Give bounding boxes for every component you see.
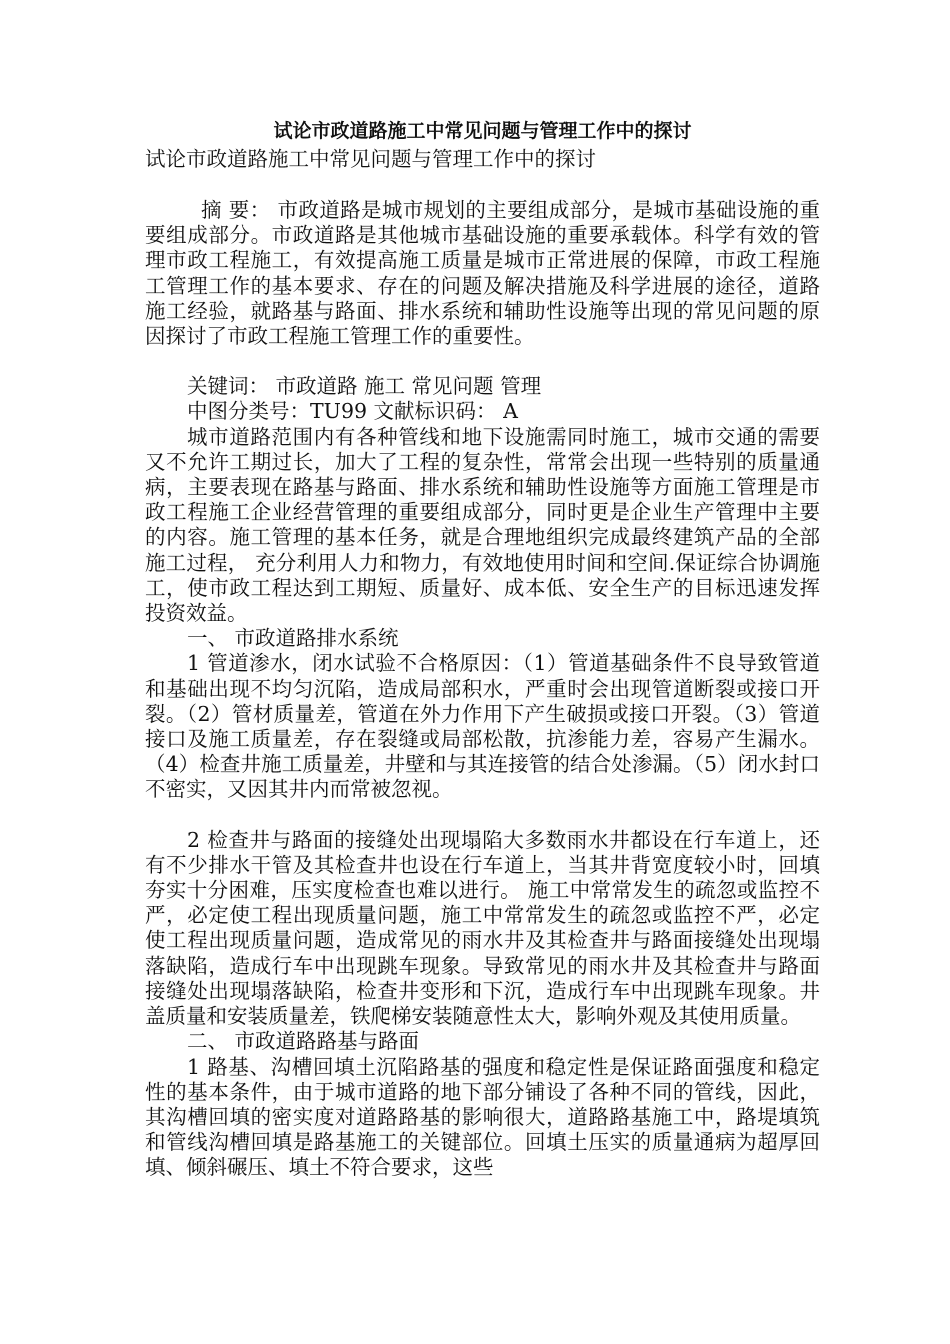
classification-line: 中图分类号：TU99 文献标识码： A <box>187 399 518 424</box>
abstract-label: 摘 要： <box>201 198 271 222</box>
blank-line <box>145 803 820 828</box>
section1-paragraph-1: 1 管道渗水，闭水试验不合格原因：（1）管道基础条件不良导致管道和基础出现不均匀沉陷，造成局部积水，严重时会出现管道断裂或接口开裂。（2）管材质量差，管道在外力作用下产生破损或接口开裂。（3）管道接口及施工质量差，存在裂缝或局部松散，抗渗能力差，容易产生漏水。（4）检查井施工质量差，井壁和与其连接管的结合处渗漏。（5）闭水封口不密实，又因其井内而常被忽视。 <box>145 651 820 802</box>
document-title: 试论市政道路施工中常见问题与管理工作中的探讨 <box>273 120 692 142</box>
abstract-paragraph <box>145 198 820 349</box>
document-subtitle: 试论市政道路施工中常见问题与管理工作中的探讨 <box>145 147 596 171</box>
intro-paragraph: 城市道路范围内有各种管线和地下设施需同时施工，城市交通的需要又不允许工期过长，加大了工程的复杂性，常常会出现一些特别的质量通病，主要表现在路基与路面、排水系统和辅助性设施等方面施工管理是市政工程施工企业经营管理的重要组成部分，同时更是企业生产管理中主要的内容。施工管理的基本任务，就是合理地组织完成最终建筑产品的全部施工过程， 充分利用人力和物力，有效地使用时间和空间.保证综合协调施工，使市政工程达到工期短、质量好、成本低、安全生产的目标迅速发挥投资效益。 <box>145 424 820 626</box>
section2-paragraph-1: 1 路基、沟槽回填土沉陷路基的强度和稳定性是保证路面强度和稳定性的基本条件，由于城市道路的地下部分铺设了各种不同的管线，因此，其沟槽回填的密实度对道路路基的影响很大，道路路基施工中，路堤填筑和管线沟槽回填是路基施工的关键部位。回填土压实的质量通病为超厚回填、倾斜碾压、填土不符合要求，这些 <box>145 1054 820 1180</box>
blank-line <box>145 173 820 198</box>
blank-line <box>145 349 820 374</box>
section-heading-drainage: 一、 市政道路排水系统 <box>187 626 399 651</box>
abstract-text: 市政道路是城市规划的主要组成部分，是城市基础设施的重要组成部分。市政道路是其他城市基础设施的重要承载体。科学有效的管理市政工程施工，有效提高施工质量是城市正常进展的保障，市政工程施工管理工作的基本要求、存在的问题及解决措施及科学进展的途径，道路施工经验，就路基与路面、排水系统和辅助性设施等出现的常见问题的原因探讨了市政工程施工管理工作的重要性。 <box>145 198 820 349</box>
section-heading-roadbed: 二、 市政道路路基与路面 <box>187 1029 420 1054</box>
document-page <box>145 118 820 1181</box>
keywords-line: 关键词： 市政道路 施工 常见问题 管理 <box>187 374 542 399</box>
section1-paragraph-2: 2 检查井与路面的接缝处出现塌陷大多数雨水井都设在行车道上，还有不少排水干管及其检查井也设在行车道上，当其井背宽度较小时，回填夯实十分困难，压实度检查也难以进行。 施工中常常发生的疏忽或监控不严，必定使工程出现质量问题，施工中常常发生的疏忽或监控不严，必定使工程出现质量问题，造成常见的雨水井及其检查井与路面接缝处出现塌落缺陷，造成行车中出现跳车现象。导致常见的雨水井及其检查井与路面接缝处出现塌落缺陷，检查井变形和下沉，造成行车中出现跳车现象。井盖质量和安装质量差，铁爬梯安装随意性太大，影响外观及其使用质量。 <box>145 827 820 1029</box>
